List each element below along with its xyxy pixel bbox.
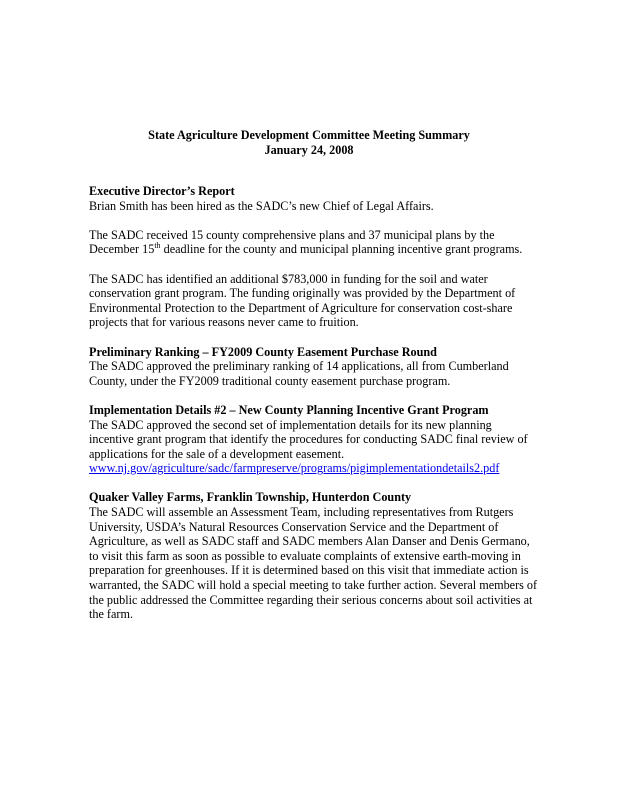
implementation-details-link[interactable]: www.nj.gov/agriculture/sadc/farmpreserve/programs/pigimplementationdetails2.pdf (89, 461, 500, 476)
section-plans-received (89, 228, 539, 257)
paragraph-implementation-details: The SADC approved the second set of implementation details for its new planning incentive grant program that identify the procedures for conducting SADC final review of applications for the sale of a development easement. (89, 417, 528, 461)
document-header (0, 128, 618, 158)
paragraph-quaker-valley-farms: The SADC will assemble an Assessment Team, including representatives from Rutgers University, USDA’s Natural Resources Conservation Service and the Department of Agriculture, as well as SADC staff and SADC members Alan Danser and Denis Germano, to visit this farm as soon as possible to evaluate complaints of extensive earth-moving in preparation for greenhouses. If it is determined based on this visit that immediate action is warranted, the SADC will hold a special meeting to take further action. Several members of the public addressed the Committee regarding their serious concerns about soil activities at the farm. (89, 505, 538, 622)
section-heading: Implementation Details #2 – New County Planning Incentive Grant Program (89, 402, 489, 417)
section-implementation-details (89, 403, 539, 476)
document-date: January 24, 2008 (264, 143, 354, 157)
ordinal-suffix: th (154, 241, 161, 251)
paragraph-plans-received (89, 228, 539, 257)
section-conservation-funding (89, 272, 539, 330)
paragraph-chief-legal-affairs: Brian Smith has been hired as the SADC’s new Chief of Legal Affairs. (89, 198, 434, 213)
section-heading: Executive Director’s Report (89, 184, 235, 198)
section-quaker-valley-farms (89, 490, 539, 621)
section-heading: Quaker Valley Farms, Franklin Township, Hunterdon County (89, 490, 412, 505)
section-preliminary-ranking (89, 345, 539, 389)
document-title: State Agriculture Development Committee Meeting Summary (148, 128, 470, 142)
section-executive-directors-report (89, 184, 539, 213)
document-body (89, 184, 539, 636)
section-heading: Preliminary Ranking – FY2009 County Easement Purchase Round (89, 344, 437, 359)
paragraph-conservation-funding: The SADC has identified an additional $783,000 in funding for the soil and water conservation grant program. The funding originally was provided by the Department of Environmental Protection to the Department of Agriculture for conservation cost-share projects that for various reasons never came to fruition. (89, 271, 516, 330)
paragraph-preliminary-ranking: The SADC approved the preliminary ranking of 14 applications, all from Cumberland County, under the FY2009 traditional county easement purchase program. (89, 359, 509, 388)
text-fragment: deadline for the county and municipal planning incentive grant programs. (160, 242, 523, 257)
text-fragment: The SADC received 15 county comprehensive plans and 37 municipal plans by the December 15 (89, 227, 495, 257)
